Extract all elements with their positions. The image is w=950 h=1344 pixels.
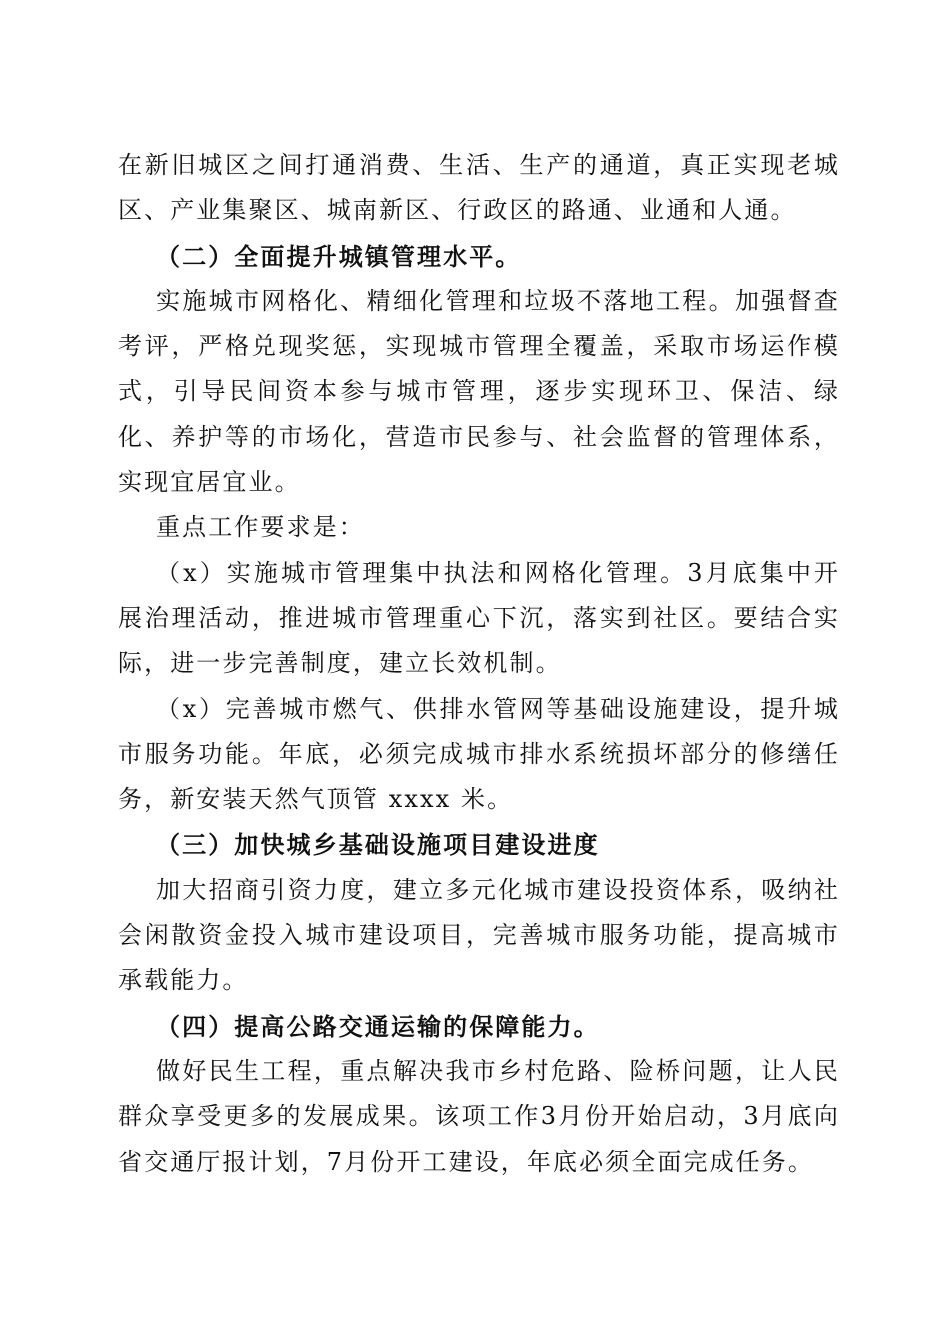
paragraph-management: 实施城市网格化、精细化管理和垃圾不落地工程。加强督查考评，严格兑现奖惩，实现城市管理全覆盖，采取市场运作模式，引导民间资本参与城市管理，逐步实现环卫、保洁、绿化、养护等的市场化，营造市民参与、社会监督的管理体系，实现宜居宜业。 [118,286,840,497]
section-heading-2: （二）全面提升城镇管理水平。 [156,241,522,271]
section-heading-3: （三）加快城乡基础设施项目建设进度 [156,830,600,860]
paragraph-intro: 在新旧城区之间打通消费、生活、生产的通道，真正实现老城区、产业集聚区、城南新区、行政区的路通、业通和人通。 [118,151,840,225]
document-body [118,143,840,1185]
paragraph-requirement-1: （x）实施城市管理集中执法和网格化管理。3月底集中开展治理活动，推进城市管理重心下沉，落实到社区。要结合实际，进一步完善制度，建立长效机制。 [118,558,840,678]
paragraph-key-requirements: 重点工作要求是： [156,513,365,542]
paragraph-investment: 加大招商引资力度，建立多元化城市建设投资体系，吸纳社会闲散资金投入城市建设项目，完善城市服务功能，提高城市承载能力。 [118,875,840,995]
paragraph-transport: 做好民生工程，重点解决我市乡村危路、险桥问题，让人民群众享受更多的发展成果。该项工作3月份开始启动，3月底向省交通厅报计划，7月份开工建设，年底必须全面完成任务。 [118,1056,840,1176]
section-heading-4: （四）提高公路交通运输的保障能力。 [156,1011,600,1041]
paragraph-requirement-2: （x）完善城市燃气、供排水管网等基础设施建设，提升城市服务功能。年底，必须完成城市排水系统损坏部分的修缮任务，新安装天然气顶管 xxxx 米。 [118,694,840,814]
